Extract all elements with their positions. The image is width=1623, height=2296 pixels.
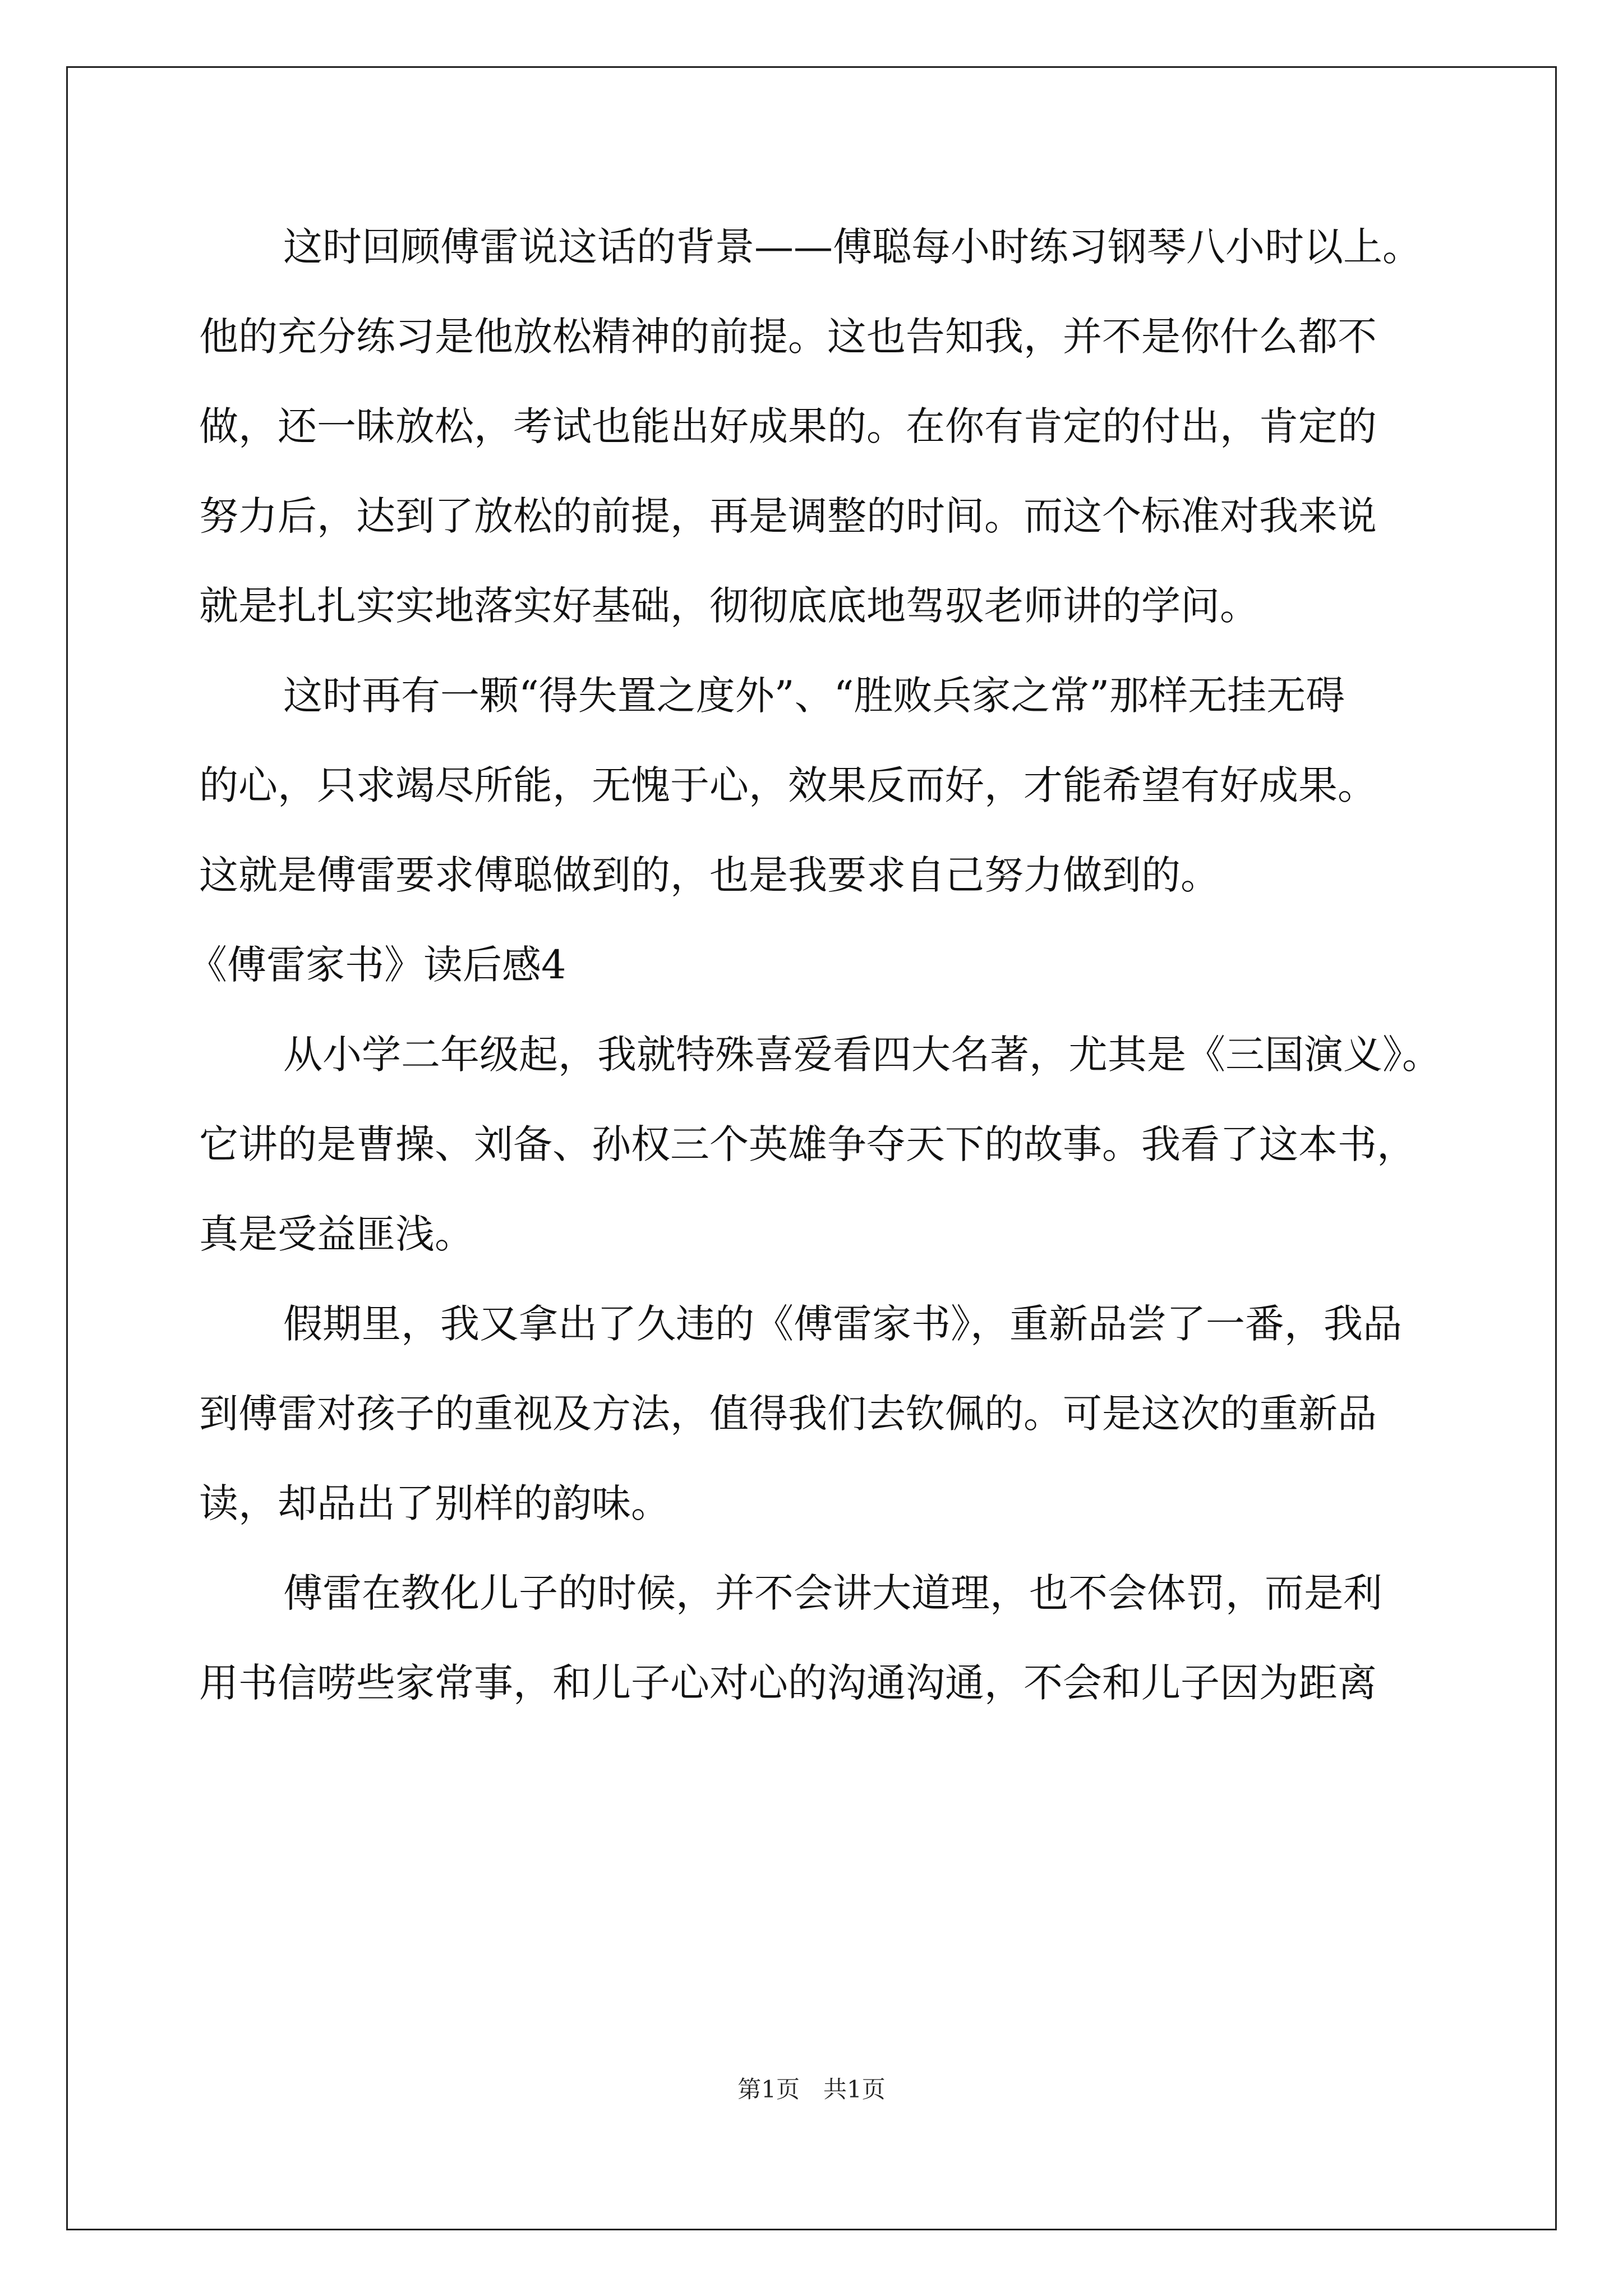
paragraph-3-line-3: 真是受益匪浅。 (199, 1211, 474, 1257)
paragraph-1-line-4: 努力后，达到了放松的前提，再是调整的时间。而这个标准对我来说 (199, 493, 1377, 539)
paragraph-2-line-2: 的心，只求竭尽所能，无愧于心，效果反而好，才能希望有好成果。 (199, 762, 1377, 808)
paragraph-3-line-1: 从小学二年级起，我就特殊喜爱看四大名著，尤其是《三国演义》。 (283, 1032, 1441, 1078)
paragraph-1-line-5: 就是扎扎实实地落实好基础，彻彻底底地驾驭老师讲的学问。 (199, 583, 1259, 629)
paragraph-4-line-2: 到傅雷对孩子的重视及方法，值得我们去钦佩的。可是这次的重新品 (199, 1391, 1377, 1437)
paragraph-4-line-1: 假期里，我又拿出了久违的《傅雷家书》，重新品尝了一番，我品 (283, 1301, 1402, 1347)
paragraph-4-line-3: 读，却品出了别样的韵味。 (199, 1480, 670, 1526)
section-heading: 《傅雷家书》读后感4 (188, 942, 566, 988)
paragraph-5-line-2: 用书信唠些家常事，和儿子心对心的沟通沟通，不会和儿子因为距离 (199, 1660, 1377, 1706)
paragraph-1-line-2: 他的充分练习是他放松精神的前提。这也告知我，并不是你什么都不 (199, 314, 1377, 360)
page-footer: 第1页 共1页 (737, 2076, 886, 2103)
paragraph-3-line-2: 它讲的是曹操、刘备、孙权三个英雄争夺天下的故事。我看了这本书， (199, 1121, 1416, 1167)
paragraph-1-line-1: 这时回顾傅雷说这话的背景——傅聪每小时练习钢琴八小时以上。 (283, 224, 1422, 270)
paragraph-2-line-1: 这时再有一颗“得失置之度外”、“胜败兵家之常”那样无挂无碍 (283, 673, 1345, 719)
paragraph-5-line-1: 傅雷在教化儿子的时候，并不会讲大道理，也不会体罚，而是利 (283, 1570, 1382, 1616)
paragraph-2-line-3: 这就是傅雷要求傅聪做到的，也是我要求自己努力做到的。 (199, 852, 1220, 898)
paragraph-1-line-3: 做，还一昧放松，考试也能出好成果的。在你有肯定的付出，肯定的 (199, 403, 1377, 449)
